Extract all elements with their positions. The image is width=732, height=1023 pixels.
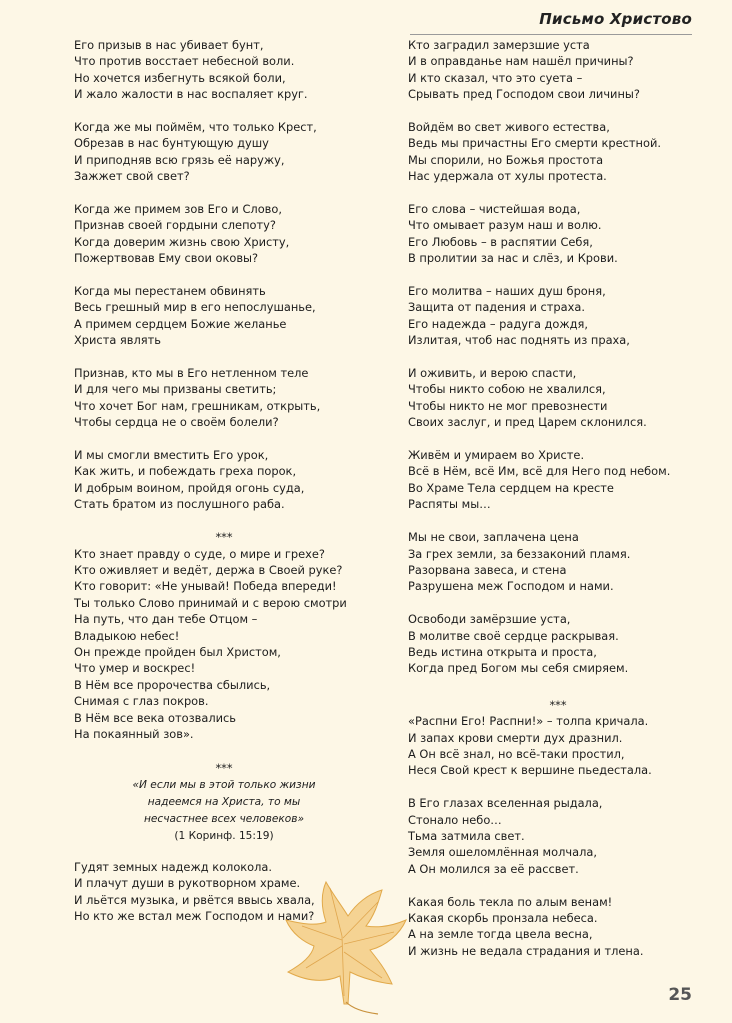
poem-line: Чтобы никто не мог превознести — [408, 398, 608, 413]
poem-line: несчастнее всех человеков» — [143, 812, 305, 825]
poem-line: Стать братом из послушного раба. — [74, 497, 285, 512]
poem-line: Весь грешный мир в его непослушанье, — [74, 300, 316, 315]
poem-line: В Его глазах вселенная рыдала, — [408, 796, 603, 811]
poem-line: На покаянный зов». — [74, 726, 194, 741]
stanza — [408, 37, 708, 103]
left-column — [74, 37, 374, 941]
poem-line: И жизнь не ведала страдания и тлена. — [408, 943, 644, 958]
poem-line: Когда пред Богом мы себя смиряем. — [408, 661, 629, 676]
poem-line: Обрезав в нас бунтующую душу — [74, 136, 269, 151]
poem-line: На путь, что дан тебе Отцом – — [74, 612, 258, 627]
stanza — [408, 283, 708, 349]
poem-line: Разорвана завеса, и стена — [408, 562, 567, 577]
section-divider-stars: *** — [215, 761, 233, 776]
poem-line: Ведь мы причастны Его смерти крестной. — [408, 136, 661, 151]
right-column — [408, 37, 708, 976]
poem-line: За грех земли, за беззаконий пламя. — [408, 546, 631, 561]
poem-line: Признав своей гордыни слепоту? — [74, 218, 276, 233]
poem-line: И запах крови смерти дух дразнил. — [408, 730, 623, 745]
stanza — [74, 283, 374, 349]
leaf-stem — [346, 1002, 378, 1014]
poem-line: Ведь истина открыта и проста, — [408, 644, 597, 659]
poem-line: Когда мы перестанем обвинять — [74, 284, 266, 299]
poem-line: Во Храме Тела сердцем на кресте — [408, 480, 614, 495]
poem-line: Всё в Нём, всё Им, всё для Него под небом. — [408, 464, 671, 479]
poem-line: Какая боль текла по алым венам! — [408, 894, 613, 909]
poem-line: Распяты мы… — [408, 497, 491, 512]
poem-line: Своих заслуг, и пред Царем склонился. — [408, 415, 647, 430]
poem-line: Кто знает правду о суде, о мире и грехе? — [74, 546, 325, 561]
poem-line: В Нём все века отозвались — [74, 710, 237, 725]
poem-line: Христа являть — [74, 333, 161, 348]
epigraph — [74, 777, 374, 845]
poem-line: Как жить, и побеждать греха порок, — [74, 464, 297, 479]
poem-line: А на земле тогда цвела весна, — [408, 927, 593, 942]
poem-line: И в оправданье нам нашёл причины? — [408, 54, 634, 69]
stanza — [74, 201, 374, 267]
poem-line: Гудят земных надежд колокола. — [74, 859, 273, 874]
poem-line: И добрым воином, пройдя огонь суда, — [74, 480, 305, 495]
poem-line: И кто сказал, что это суета – — [408, 70, 583, 85]
poem-line: Защита от падения и страха. — [408, 300, 585, 315]
maple-leaf-illustration — [282, 876, 412, 1016]
stanza — [408, 119, 708, 185]
poem-line: Когда же мы поймём, что только Крест, — [74, 120, 317, 135]
poem-line: Его призыв в нас убивает бунт, — [74, 38, 264, 52]
poem-line: Признав, кто мы в Его нетленном теле — [74, 366, 309, 381]
poem-line: А примем сердцем Божие желанье — [74, 316, 287, 331]
poem-line: Чтобы никто собою не хвалился, — [408, 382, 606, 397]
poem-line: Излитая, чтоб нас поднять из праха, — [408, 333, 630, 348]
poem-line: Войдём во свет живого естества, — [408, 120, 610, 135]
poem-line: Кто заградил замерзшие уста — [408, 38, 590, 52]
poem-line: Его молитва – наших душ броня, — [408, 284, 606, 299]
poem-line: И плачут души в рукотворном храме. — [74, 876, 301, 891]
poem-line: А Он всё знал, но всё-таки простил, — [408, 746, 625, 761]
poem-line: Кто говорит: «Не унывай! Победа впереди! — [74, 579, 337, 594]
poem-line: Что хочет Бог нам, грешникам, открыть, — [74, 398, 321, 413]
stanza — [74, 447, 374, 513]
section-divider-stars: *** — [215, 530, 233, 545]
poem-line: А Он молился за её рассвет. — [408, 861, 579, 876]
poem-line: Мы не свои, заплачена цена — [408, 530, 579, 545]
poem-line: Что умер и воскрес! — [74, 661, 196, 676]
stanza — [74, 546, 374, 743]
poem-line: Когда же примем зов Его и Слово, — [74, 202, 282, 217]
poem-line: Он прежде пройден был Христом, — [74, 644, 281, 659]
poem-line: «Распни Его! Распни!» – толпа кричала. — [408, 714, 649, 729]
stanza — [408, 529, 708, 595]
stanza — [408, 201, 708, 267]
poem-line: Кто оживляет и ведёт, держа в Своей руке? — [74, 562, 343, 577]
poem-line: Стонало небо… — [408, 812, 502, 827]
header-rule — [410, 34, 692, 35]
poem-line: Но кто же встал меж Господом и нами? — [74, 909, 315, 923]
poem-line: Что омывает разум наш и волю. — [408, 218, 602, 233]
poem-line: Живём и умираем во Христе. — [408, 448, 585, 463]
poem-line: Разрушена меж Господом и нами. — [408, 579, 614, 594]
poem-line: В Нём все пророчества сбылись, — [74, 677, 271, 692]
poem-line: Снимая с глаз покров. — [74, 694, 209, 709]
poem-line: И для чего мы призваны светить; — [74, 382, 277, 397]
poem-line: Тьма затмила свет. — [408, 828, 525, 843]
poem-line: Чтобы сердца не о своём болели? — [74, 415, 279, 430]
stanza — [74, 37, 374, 103]
poem-line: «И если мы в этой только жизни — [132, 778, 316, 791]
poem-line: Его надежда – радуга дождя, — [408, 316, 589, 331]
poem-line: И оживить, и верою спасти, — [408, 366, 577, 381]
stanza — [74, 365, 374, 431]
poem-line: надеемся на Христа, то мы — [147, 795, 301, 808]
stanza — [408, 894, 708, 960]
poem-line: Срывать пред Господом свои личины? — [408, 87, 640, 102]
poem-line: Владыкою небес! — [74, 628, 180, 643]
poem-line: В молитве своё сердце раскрывая. — [408, 628, 619, 643]
stanza — [408, 447, 708, 513]
poem-line: Зажжет свой свет? — [74, 169, 190, 184]
poem-line: Его Любовь – в распятии Себя, — [408, 234, 593, 249]
epigraph-reference: (1 Коринф. 15:19) — [174, 829, 274, 842]
poem-line: Неся Свой крест к вершине пьедестала. — [408, 763, 652, 778]
poem-line: И мы смогли вместить Его урок, — [74, 448, 269, 463]
poem-line: И приподняв всю грязь её наружу, — [74, 152, 285, 167]
poem-line: В пролитии за нас и слёз, и Крови. — [408, 251, 618, 266]
poem-line: И льётся музыка, и рвётся ввысь хвала, — [74, 892, 315, 907]
running-header: Письмо Христово — [539, 10, 692, 28]
poem-line: Мы спорили, но Божья простота — [408, 152, 604, 167]
poem-line: Пожертвовав Ему свои оковы? — [74, 251, 259, 266]
poem-line: Какая скорбь пронзала небеса. — [408, 910, 598, 925]
poem-line: Ты только Слово принимай и с верою смотри — [74, 595, 347, 610]
section-divider-stars: *** — [549, 697, 567, 712]
poem-line: Когда доверим жизнь свою Христу, — [74, 234, 290, 249]
stanza — [74, 119, 374, 185]
poem-line: Земля ошеломлённая молчала, — [408, 845, 597, 860]
stanza — [408, 611, 708, 677]
page-number: 25 — [668, 985, 692, 1005]
stanza — [408, 795, 708, 877]
stanza — [408, 713, 708, 779]
poem-line: Нас удержала от хулы протеста. — [408, 169, 607, 184]
stanza — [408, 365, 708, 431]
poem-line: Освободи замёрзшие уста, — [408, 612, 571, 627]
leaf-shape — [286, 882, 406, 1004]
poem-line: Что против восстает небесной воли. — [74, 54, 295, 69]
poem-line: И жало жалости в нас воспаляет круг. — [74, 87, 308, 102]
poem-line: Но хочется избегнуть всякой боли, — [74, 70, 286, 85]
poem-line: Его слова – чистейшая вода, — [408, 202, 581, 217]
